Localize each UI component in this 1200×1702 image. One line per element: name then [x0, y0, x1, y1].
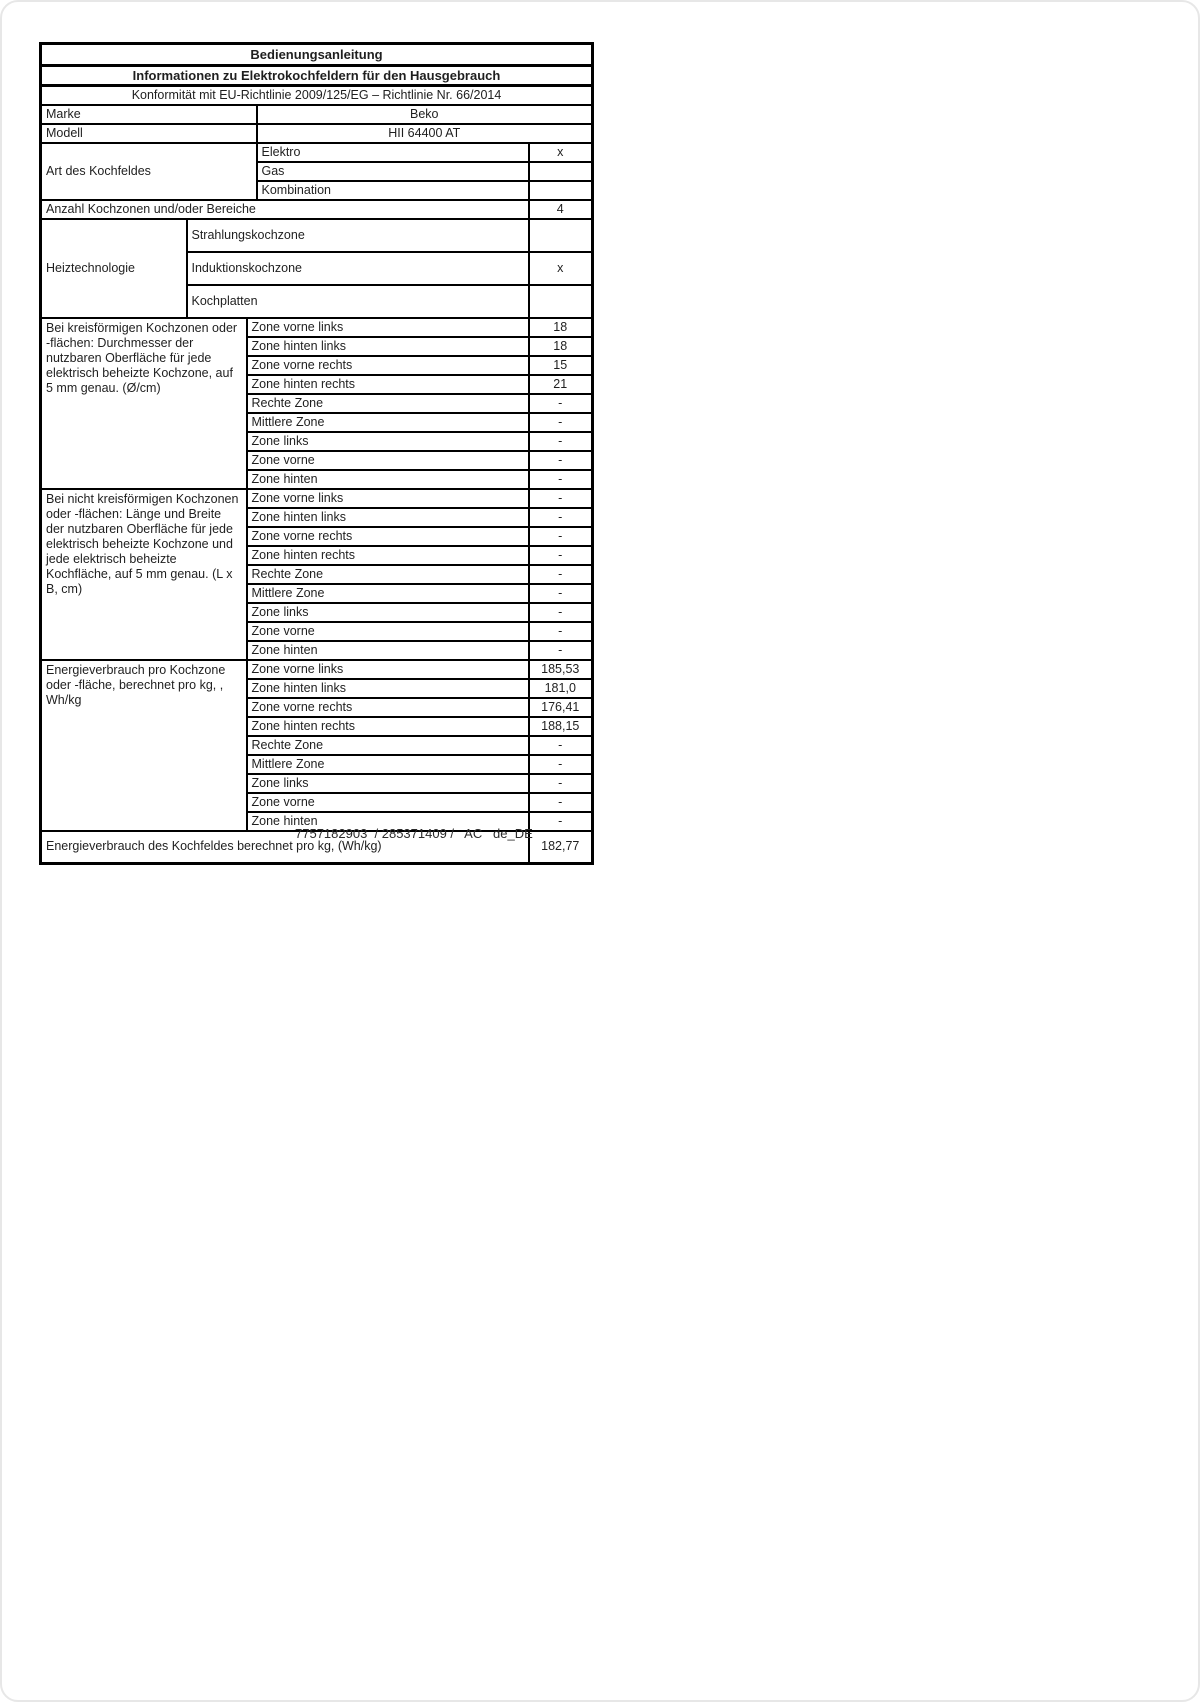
- heating-option-value: [529, 285, 593, 318]
- zone-label: Zone vorne links: [247, 660, 529, 679]
- brand-label: Marke: [41, 105, 257, 124]
- zone-label: Zone hinten links: [247, 508, 529, 527]
- zone-value: 15: [529, 356, 593, 375]
- zone-label: Mittlere Zone: [247, 584, 529, 603]
- zone-label: Zone links: [247, 774, 529, 793]
- zone-label: Mittlere Zone: [247, 755, 529, 774]
- zone-value: -: [529, 546, 593, 565]
- brand-value: Beko: [257, 105, 593, 124]
- heating-option-label: Kochplatten: [187, 285, 529, 318]
- zone-count-label: Anzahl Kochzonen und/oder Bereiche: [41, 200, 529, 219]
- zone-label: Zone hinten rechts: [247, 717, 529, 736]
- hob-type-option-value: [529, 162, 593, 181]
- zone-label: Zone vorne links: [247, 489, 529, 508]
- zone-label: Zone hinten rechts: [247, 375, 529, 394]
- zone-value: 18: [529, 318, 593, 337]
- zone-label: Zone hinten links: [247, 679, 529, 698]
- document-code: 7757182903 / 285371409 / AC de_DE: [295, 826, 533, 841]
- zone-value: 18: [529, 337, 593, 356]
- zone-value: -: [529, 793, 593, 812]
- hob-type-option-label: Kombination: [257, 181, 529, 200]
- model-value: HII 64400 AT: [257, 124, 593, 143]
- heating-option-value: x: [529, 252, 593, 285]
- zone-label: Zone links: [247, 432, 529, 451]
- zone-value: -: [529, 432, 593, 451]
- table-row: [41, 143, 593, 162]
- table-row: [41, 489, 593, 508]
- zone-label: Rechte Zone: [247, 736, 529, 755]
- zone-value: -: [529, 736, 593, 755]
- conformity-note: Konformität mit EU-Richtlinie 2009/125/EG – Richtlinie Nr. 66/2014: [41, 86, 593, 106]
- zone-value: 181,0: [529, 679, 593, 698]
- zone-value: -: [529, 508, 593, 527]
- zone-value: -: [529, 774, 593, 793]
- zone-value: -: [529, 565, 593, 584]
- zone-label: Zone vorne rechts: [247, 698, 529, 717]
- section-label-noncircular-zones: Bei nicht kreisförmigen Kochzonen oder -flächen: Länge und Breite der nutzbaren Oberfläche für jede elektrisch beheizte Kochzone und jede elektrisch beheizte Kochfläche, auf 5 mm genau. (L x B, cm): [41, 489, 247, 660]
- zone-label: Zone vorne: [247, 793, 529, 812]
- zone-value: -: [529, 470, 593, 489]
- zone-value: -: [529, 584, 593, 603]
- zone-label: Zone vorne links: [247, 318, 529, 337]
- zone-count-value: 4: [529, 200, 593, 219]
- table-row: [41, 660, 593, 679]
- hob-type-option-value: [529, 181, 593, 200]
- zone-label: Zone hinten: [247, 812, 529, 831]
- table-row: [41, 318, 593, 337]
- zone-value: 176,41: [529, 698, 593, 717]
- hob-type-option-value: x: [529, 143, 593, 162]
- zone-label: Rechte Zone: [247, 394, 529, 413]
- zone-value: -: [529, 603, 593, 622]
- zone-value: -: [529, 622, 593, 641]
- hob-type-label: Art des Kochfeldes: [41, 143, 257, 200]
- zone-value: -: [529, 812, 593, 831]
- heating-option-label: Induktionskochzone: [187, 252, 529, 285]
- hob-type-option-label: Gas: [257, 162, 529, 181]
- section-label-circular-zones: Bei kreisförmigen Kochzonen oder -flächen: Durchmesser der nutzbaren Oberfläche für jede elektrisch beheizte Kochzone, auf 5 mm genau. (Ø/cm): [41, 318, 247, 489]
- zone-value: 21: [529, 375, 593, 394]
- table-row: [41, 200, 593, 219]
- zone-value: 188,15: [529, 717, 593, 736]
- zone-label: Zone hinten rechts: [247, 546, 529, 565]
- zone-label: Zone hinten: [247, 470, 529, 489]
- zone-label: Zone hinten: [247, 641, 529, 660]
- zone-label: Zone vorne rechts: [247, 356, 529, 375]
- zone-label: Zone vorne rechts: [247, 527, 529, 546]
- total-energy-label: Energieverbrauch des Kochfeldes berechnet pro kg, (Wh/kg): [41, 831, 529, 863]
- zone-value: -: [529, 489, 593, 508]
- zone-value: 185,53: [529, 660, 593, 679]
- zone-label: Zone hinten links: [247, 337, 529, 356]
- section-label-energy-per-zone: Energieverbrauch pro Kochzone oder -fläche, berechnet pro kg, , Wh/kg: [41, 660, 247, 831]
- table-row: [41, 124, 593, 143]
- hob-datasheet-table: [39, 42, 594, 865]
- heating-option-value: [529, 219, 593, 252]
- document-title: Bedienungsanleitung: [41, 44, 593, 66]
- heating-option-label: Strahlungskochzone: [187, 219, 529, 252]
- table-row: [41, 66, 593, 86]
- table-row: [41, 219, 593, 252]
- zone-value: -: [529, 451, 593, 470]
- hob-type-option-label: Elektro: [257, 143, 529, 162]
- zone-label: Zone vorne: [247, 451, 529, 470]
- zone-label: Zone links: [247, 603, 529, 622]
- table-row: [41, 44, 593, 66]
- zone-value: -: [529, 641, 593, 660]
- zone-label: Zone vorne: [247, 622, 529, 641]
- zone-value: -: [529, 413, 593, 432]
- table-row: [41, 86, 593, 106]
- zone-value: -: [529, 755, 593, 774]
- zone-value: -: [529, 527, 593, 546]
- heating-technology-label: Heiztechnologie: [41, 219, 187, 318]
- document-subtitle: Informationen zu Elektrokochfeldern für den Hausgebrauch: [41, 66, 593, 86]
- model-label: Modell: [41, 124, 257, 143]
- total-energy-value: 182,77: [529, 831, 593, 863]
- table-row: [41, 105, 593, 124]
- zone-label: Mittlere Zone: [247, 413, 529, 432]
- zone-value: -: [529, 394, 593, 413]
- zone-label: Rechte Zone: [247, 565, 529, 584]
